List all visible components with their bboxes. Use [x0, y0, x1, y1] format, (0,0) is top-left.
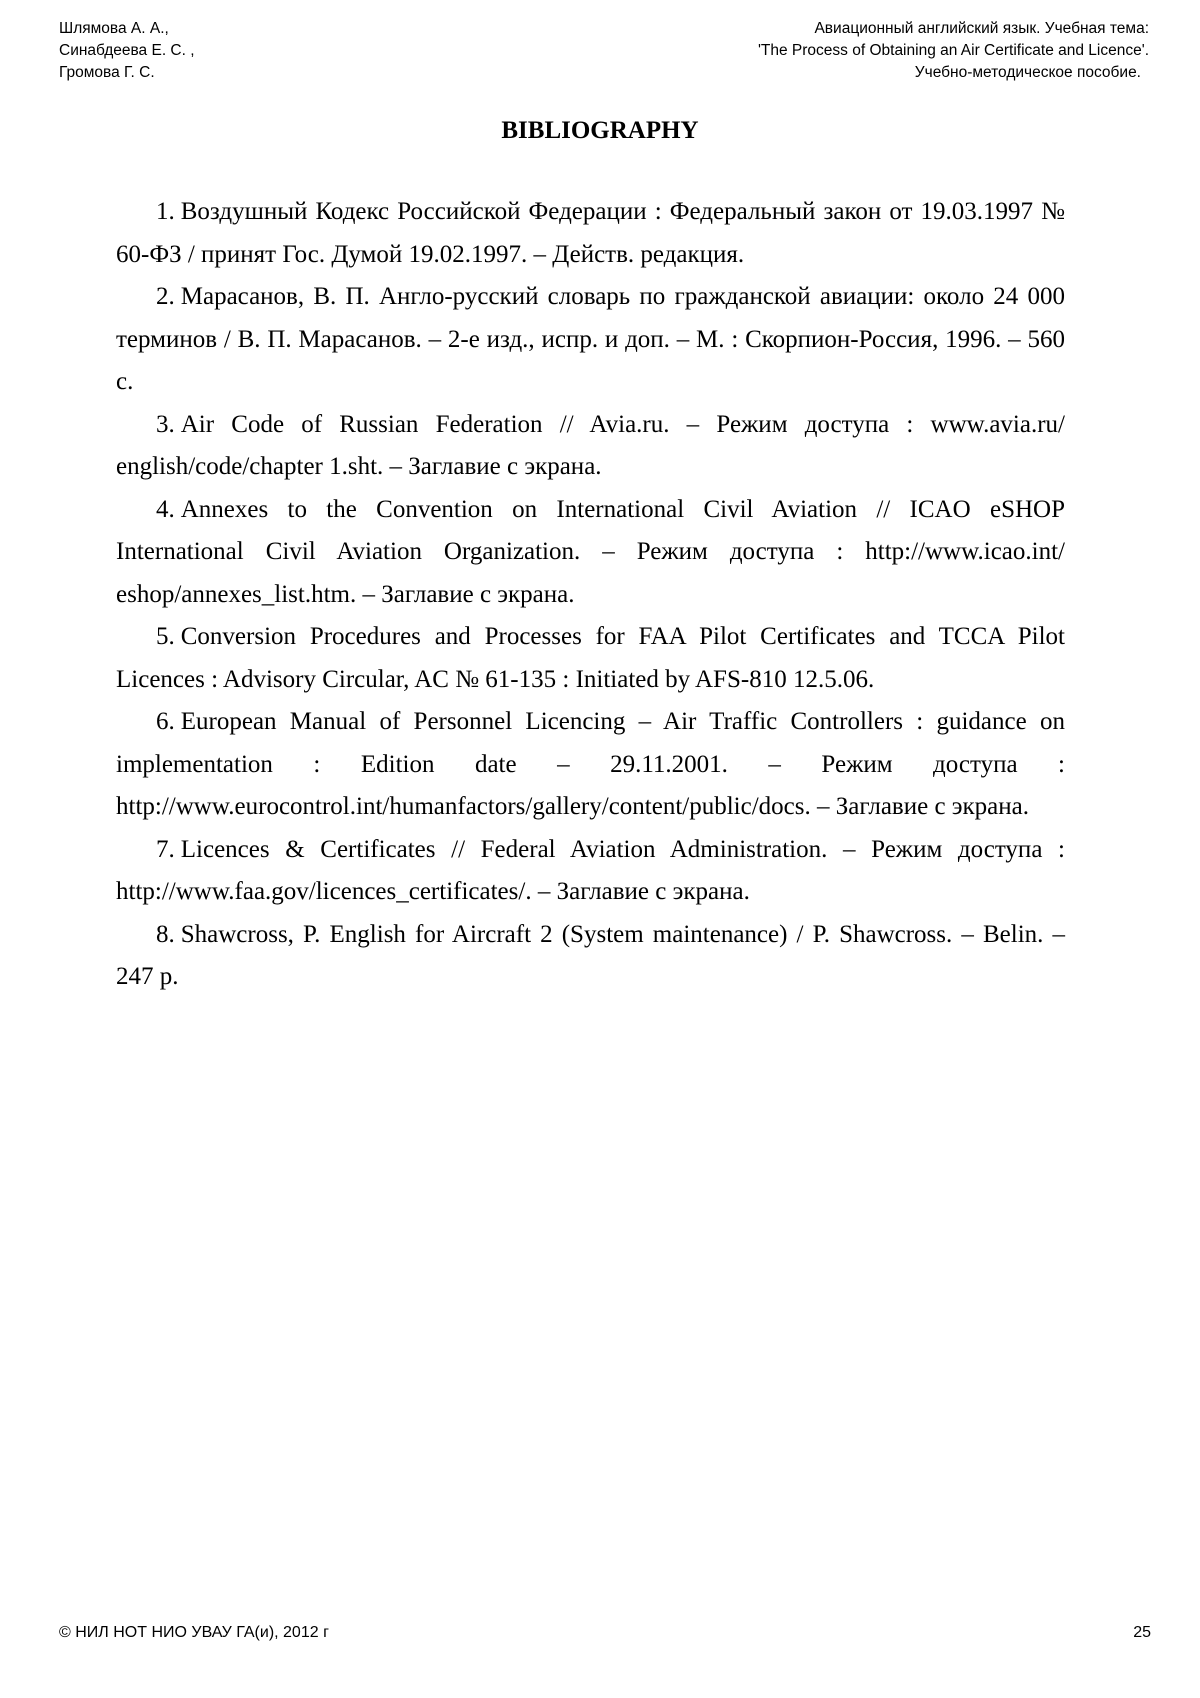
- entry-number: 1.: [156, 198, 175, 225]
- header-author-line: Шлямова А. А.,: [59, 20, 169, 37]
- bibliography-entry: [116, 276, 1065, 404]
- entry-text: Annexes to the Convention on International Civil Aviation // ICAO eSHOP International Civil Aviation Organization. – Режим доступа : http://www.icao.int/ eshop/annexes_list.htm. – Заглавие с экрана.: [116, 495, 1065, 608]
- entry-number: 8.: [156, 920, 175, 948]
- bibliography-entry: [116, 914, 1065, 999]
- bibliography-entry: [116, 701, 1065, 829]
- entry-text: Air Code of Russian Federation // Avia.ru. – Режим доступа : www.avia.ru/ english/code/chapter 1.sht. – Заглавие с экрана.: [116, 410, 1065, 480]
- bibliography-entry: [116, 191, 1065, 276]
- entry-text: Licences & Certificates // Federal Aviation Administration. – Режим доступа : http://www.faa.gov/licences_certificates/. – Заглавие с экрана.: [116, 835, 1065, 905]
- bibliography-entry: [116, 404, 1065, 489]
- header-book-line: Авиационный английский язык. Учебная тема:: [814, 20, 1149, 37]
- bibliography-entry: [116, 829, 1065, 914]
- entry-text: Shawcross, P. English for Aircraft 2 (System maintenance) / P. Shawcross. – Belin. –247 p.: [116, 920, 1065, 990]
- entry-text: Conversion Procedures and Processes for FAA Pilot Certificates and TCCA Pilot Licences : Advisory Circular, AC № 61-135 : Initiated by AFS-810 12.5.06.: [116, 623, 1065, 693]
- entry-number: 7.: [156, 835, 175, 863]
- header-book-line: 'The Process of Obtaining an Air Certificate and Licence'.: [757, 42, 1149, 59]
- page-title: BIBLIOGRAPHY: [501, 117, 699, 144]
- header-book-title: [758, 18, 1149, 84]
- header-authors: [59, 18, 195, 84]
- entry-number: 5.: [156, 623, 175, 650]
- entry-text: Воздушный Кодекс Российской Федерации : Федеральный закон от 19.03.1997 № 60-ФЗ / принят Гос. Думой 19.02.1997. – Действ. редакция.: [116, 198, 1065, 268]
- page-number: 25: [1133, 1624, 1151, 1641]
- header-book-line: Учебно-методическое пособие.: [914, 64, 1141, 81]
- entry-text: Марасанов, В. П. Англо-русский словарь по гражданской авиации: около 24 000 терминов / В. П. Марасанов. – 2-е изд., испр. и доп. – М. : Скорпион-Россия, 1996. – 560 с.: [116, 283, 1065, 395]
- entry-number: 2.: [156, 283, 175, 310]
- bibliography-entry: [116, 616, 1065, 701]
- bibliography-list: [116, 191, 1065, 999]
- entry-number: 4.: [156, 495, 175, 523]
- bibliography-entry: [116, 489, 1065, 617]
- entry-text: European Manual of Personnel Licencing – Air Traffic Controllers : guidance on implementation : Edition date – 29.11.2001. – Режим доступа : http://www.eurocontrol.int/humanfactors/gallery/content/public/docs. – Заглавие с экрана.: [116, 708, 1065, 820]
- entry-number: 3.: [156, 410, 175, 438]
- entry-number: 6.: [156, 708, 175, 735]
- header-author-line: Синабдеева Е. С. ,: [59, 42, 195, 59]
- footer-copyright: © НИЛ НОТ НИО УВАУ ГА(и), 2012 г: [59, 1624, 329, 1641]
- header-author-line: Громова Г. С.: [59, 64, 155, 81]
